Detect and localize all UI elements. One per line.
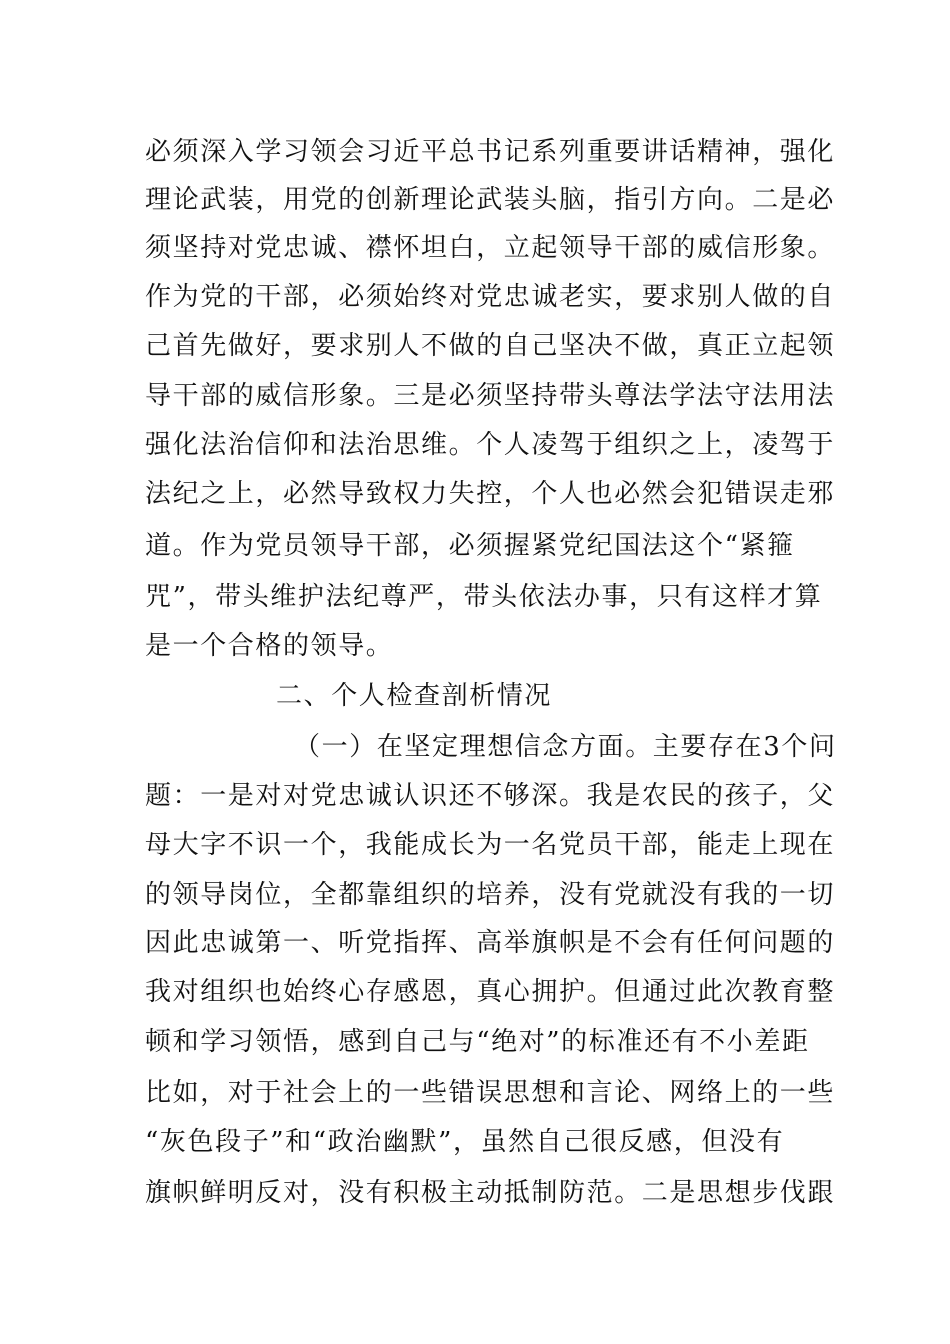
paragraph-line: 因此忠诚第一、听党指挥、高举旗帜是不会有任何问题的 [145,928,836,958]
paragraph-line: 我对组织也始终心存感恩，真心拥护。但通过此次教育整 [145,977,836,1007]
paragraph-line: 作为党的干部，必须始终对党忠诚老实，要求别人做的自 [145,282,836,312]
paragraph-line: 母大字不识一个，我能成长为一名党员干部，能走上现在 [145,830,836,860]
paragraph-line: 强化法治信仰和法治思维。个人凌驾于组织之上，凌驾于 [145,430,836,460]
paragraph-line: 题：一是对对党忠诚认识还不够深。我是农民的孩子，父 [145,781,836,811]
paragraph-line: 须坚持对党忠诚、襟怀坦白，立起领导干部的威信形象。 [145,233,836,263]
paragraph-line: 旗帜鲜明反对，没有积极主动抵制防范。二是思想步伐跟 [145,1178,836,1208]
paragraph-line: 法纪之上，必然导致权力失控，个人也必然会犯错误走邪 [145,479,836,509]
paragraph-line: 咒”，带头维护法纪尊严，带头依法办事，只有这样才算 [145,582,823,612]
paragraph-line: 比如，对于社会上的一些错误思想和言论、网络上的一些 [145,1078,836,1108]
paragraph-line: 的领导岗位，全都靠组织的培养，没有党就没有我的一切 [145,880,836,910]
paragraph-line: 导干部的威信形象。三是必须坚持带头尊法学法守法用法 [145,381,836,411]
paragraph-line: 顿和学习领悟，感到自己与“绝对”的标准还有不小差距 [145,1027,810,1057]
paragraph-line: 是一个合格的领导。 [145,631,394,661]
paragraph-line: 己首先做好，要求别人不做的自己坚决不做，真正立起领 [145,331,836,361]
paragraph-line: “灰色段子”和“政治幽默”，虽然自己很反感，但没有 [145,1127,785,1157]
document-body [145,0,837,1344]
paragraph-line: 道。作为党员领导干部，必须握紧党纪国法这个“紧箍 [145,531,795,561]
paragraph-line: 必须深入学习领会习近平总书记系列重要讲话精神，强化 [145,137,836,167]
section-heading: 二、个人检查剖析情况 [276,681,553,711]
subsection-heading: （一）在坚定理想信念方面。主要存在3个问 [294,732,837,762]
paragraph-line: 理论武装，用党的创新理论武装头脑，指引方向。二是必 [145,185,836,215]
